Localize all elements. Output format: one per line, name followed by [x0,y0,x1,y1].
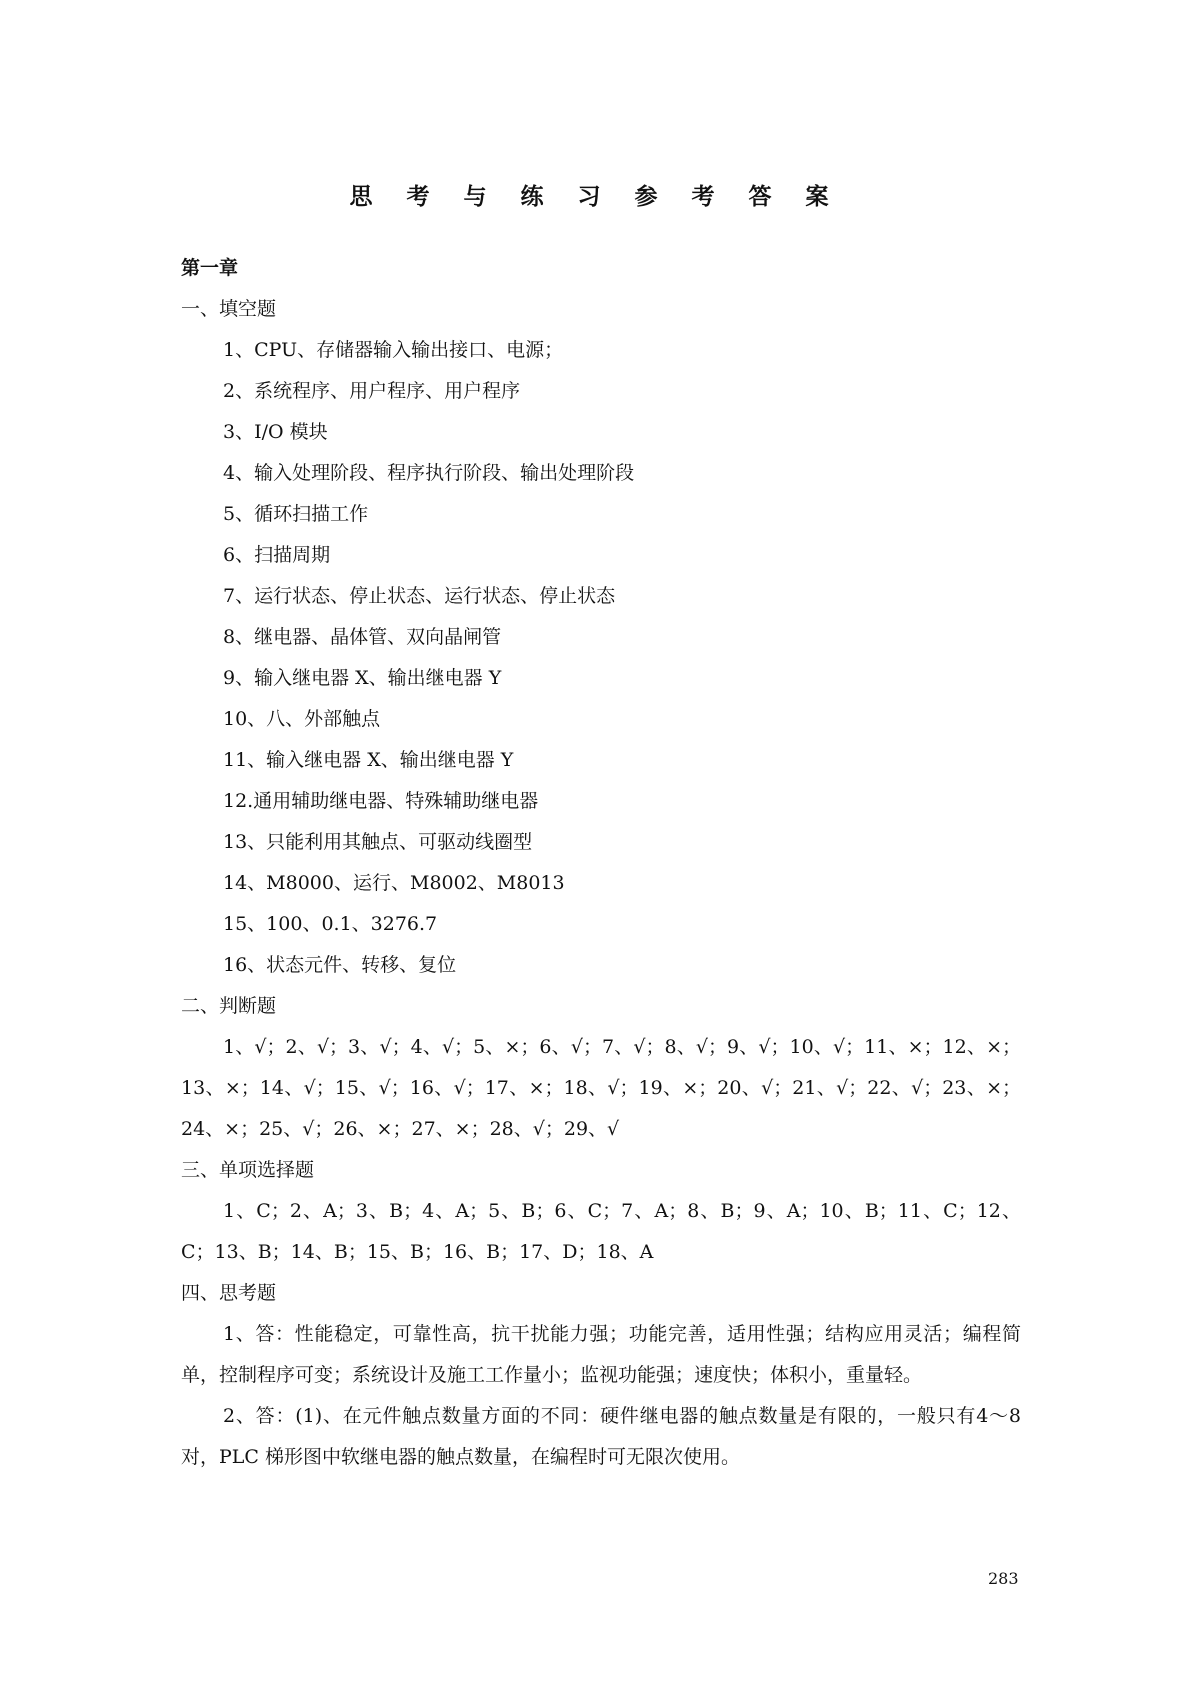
document-body [181,248,1021,1478]
thinking-answer: 2、答：(1)、在元件触点数量方面的不同：硬件继电器的触点数量是有限的，一般只有4～8 对，PLC 梯形图中软继电器的触点数量，在编程时可无限次使用。 [181,1405,1021,1468]
fill-blank-answer: 14、M8000、运行、M8002、M8013 [223,872,565,894]
fill-blank-answer: 16、状态元件、转移、复位 [223,954,457,976]
fill-blank-answer: 5、循环扫描工作 [223,503,369,525]
fill-blank-answer: 9、输入继电器 X、输出继电器 Y [223,667,502,689]
fill-blank-answer: 3、I/O 模块 [223,421,328,443]
true-false-answers: 1、√；2、√；3、√；4、√；5、×；6、√；7、√；8、√；9、√；10、√；11、×；12、×；13、×；14、√；15、√；16、√；17、×；18、√；19、×；20、√；21、√；22、√；23、×；24、×；25、√；26、×；27、×；28、√；29、√ [181,1036,1021,1140]
fill-blank-answer: 7、运行状态、停止状态、运行状态、停止状态 [223,585,616,607]
section-heading-single-choice: 三、单项选择题 [181,1159,315,1181]
thinking-answer: 1、答：性能稳定，可靠性高，抗干扰能力强；功能完善，适用性强；结构应用灵活；编程简单，控制程序可变；系统设计及施工工作量小；监视功能强；速度快；体积小，重量轻。 [181,1323,1021,1386]
page-number: 283 [988,1569,1019,1588]
fill-blank-answer: 4、输入处理阶段、程序执行阶段、输出处理阶段 [223,462,635,484]
fill-blank-answer: 8、继电器、晶体管、双向晶闸管 [223,626,502,648]
section-heading-fill-blank: 一、填空题 [181,298,277,320]
chapter-heading: 第一章 [181,257,239,279]
fill-blank-answer: 2、系统程序、用户程序、用户程序 [223,380,521,402]
page-title: 思 考 与 练 习 参 考 答 案 [349,184,842,210]
fill-blank-answer: 1、CPU、存储器输入输出接口、电源； [223,339,564,361]
section-heading-true-false: 二、判断题 [181,995,277,1017]
fill-blank-answer: 12.通用辅助继电器、特殊辅助继电器 [223,790,539,812]
fill-blank-answer: 13、只能利用其触点、可驱动线圈型 [223,831,533,853]
single-choice-answers: 1、C；2、A；3、B；4、A；5、B；6、C；7、A；8、B；9、A；10、B；11、C；12、C；13、B；14、B；15、B；16、B；17、D；18、A [181,1200,1021,1263]
fill-blank-answer: 6、扫描周期 [223,544,331,566]
section-heading-thinking: 四、思考题 [181,1282,277,1304]
fill-blank-answer: 15、100、0.1、3276.7 [223,913,438,935]
fill-blank-answer: 11、输入继电器 X、输出继电器 Y [223,749,514,771]
fill-blank-answer: 10、八、外部触点 [223,708,381,730]
fill-blank-answer-list [181,330,1021,986]
